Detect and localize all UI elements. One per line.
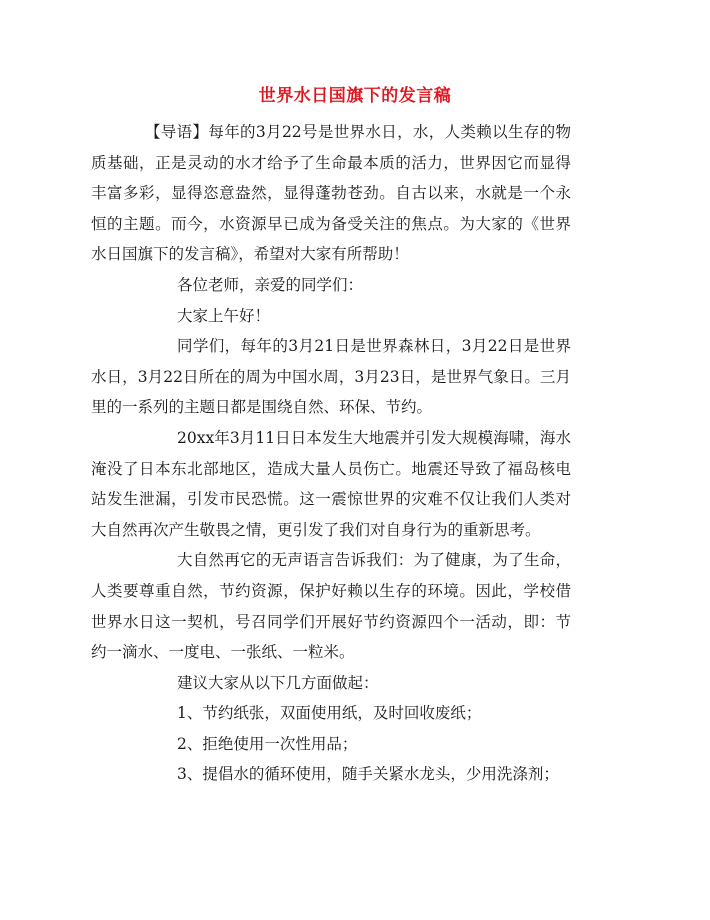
document-body <box>91 117 571 790</box>
paragraph: 20xx年3月11日日本发生大地震并引发大规模海啸，海水淹没了日本东北部地区，造成大量人员伤亡。地震还导致了福岛核电站发生泄漏，引发市民恐慌。这一震惊世界的灾难不仅让我们人类对大自然再次产生敬畏之情，更引发了我们对自身行为的重新思考。 <box>91 428 571 539</box>
greeting-line: 大家上午好！ <box>177 306 271 325</box>
list-item: 1、节约纸张，双面使用纸，及时回收废纸； <box>177 704 482 723</box>
paragraph: 建议大家从以下几方面做起： <box>177 673 379 692</box>
intro-paragraph: 【导语】每年的3月22号是世界水日，水，人类赖以生存的物质基础，正是灵动的水才给予了生命最本质的活力，世界因它而显得丰富多彩，显得恣意盎然，显得蓬勃苍劲。自古以来，水就是一个永恒的主题。而今，水资源早已成为备受关注的焦点。为大家的《世界水日国旗下的发言稿》，希望对大家有所帮助！ <box>91 123 571 264</box>
paragraph: 大自然再它的无声语言告诉我们：为了健康，为了生命，人类要尊重自然，节约资源，保护好赖以生存的环境。因此，学校借世界水日这一契机，号召同学们开展好节约资源四个一活动，即：节约一滴水、一度电、一张纸、一粒米。 <box>91 551 571 662</box>
paragraph: 同学们，每年的3月21日是世界森林日，3月22日是世界水日，3月22日所在的周为中国水周，3月23日，是世界气象日。三月里的一系列的主题日都是围绕自然、环保、节约。 <box>91 337 571 417</box>
list-item: 3、提倡水的循环使用，随手关紧水龙头，少用洗涤剂； <box>177 765 559 784</box>
document-title: 世界水日国旗下的发言稿 <box>258 86 452 106</box>
salutation-line: 各位老师，亲爱的同学们： <box>177 275 364 294</box>
list-item: 2、拒绝使用一次性用品； <box>177 734 358 753</box>
